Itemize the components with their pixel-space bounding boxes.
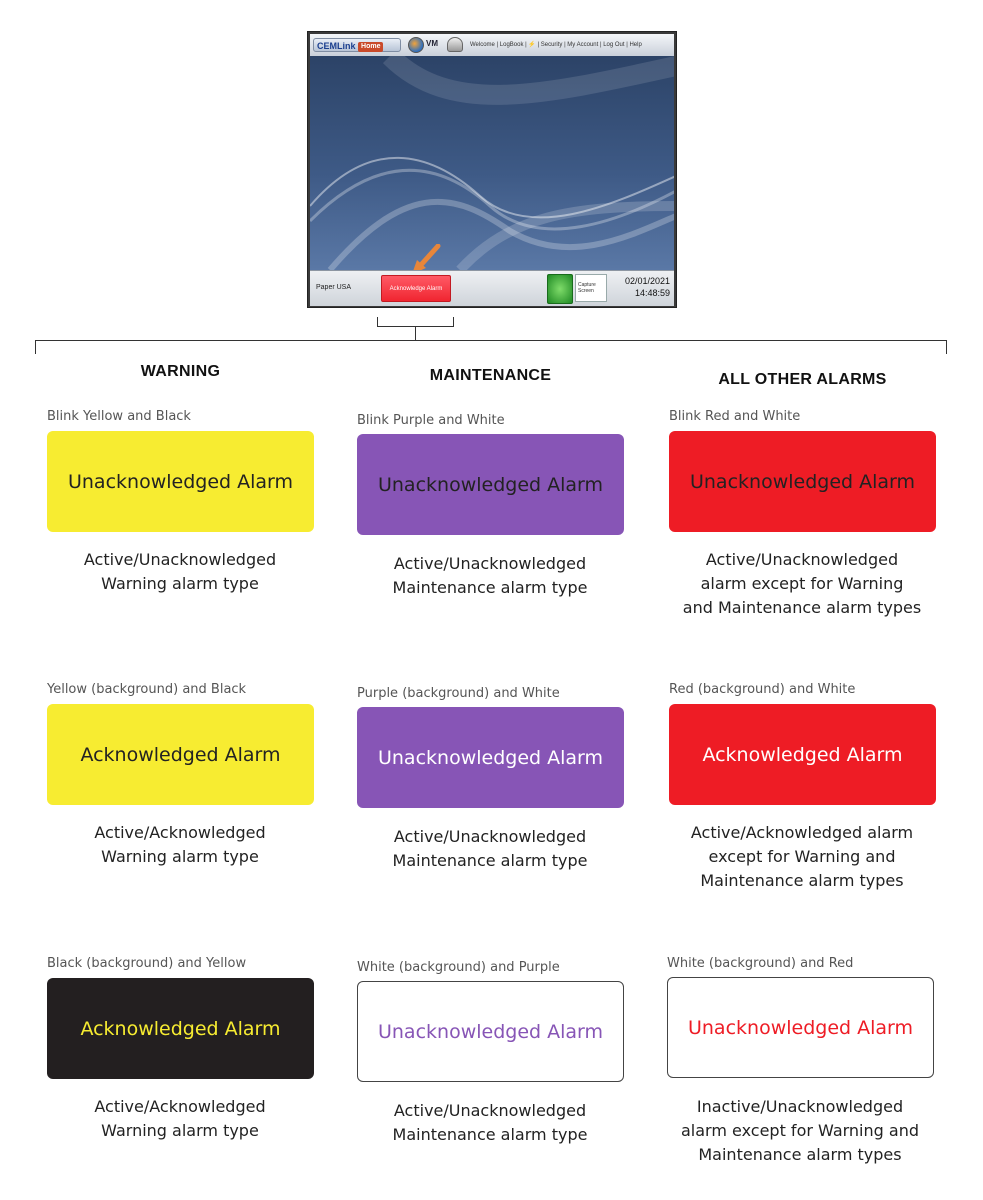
- alarm-swatch-maintenance-unack-blink: Unacknowledged Alarm: [357, 434, 624, 535]
- datetime-readout: [625, 275, 670, 299]
- desc-line: Active/Unacknowledged: [705, 550, 899, 569]
- desc-maintenance-2: [340, 825, 640, 873]
- bracket-right-drop: [946, 340, 947, 354]
- desc-line: Active/Acknowledged: [94, 823, 266, 842]
- heading-warning: WARNING: [140, 363, 221, 380]
- desc-line: Warning alarm type: [101, 574, 259, 593]
- cemlink-logo[interactable]: [313, 38, 401, 52]
- desc-maintenance-1: [340, 552, 640, 600]
- caption-other-1: Blink Red and White: [669, 409, 801, 424]
- bell-icon[interactable]: [447, 37, 463, 52]
- desc-line: alarm except for Warning: [700, 574, 904, 593]
- bracket-left-drop: [35, 340, 36, 354]
- bracket-horizontal: [35, 340, 947, 341]
- caption-other-2: Red (background) and White: [669, 682, 856, 697]
- desc-line: Inactive/Unacknowledged: [696, 1097, 904, 1116]
- globe-icon[interactable]: [408, 37, 424, 53]
- desc-line: Active/Unacknowledged: [393, 827, 587, 846]
- desc-warning-3: [30, 1095, 330, 1143]
- bottom-status-bar: [310, 270, 674, 306]
- logo-text: CEMLink: [317, 41, 356, 51]
- top-toolbar: [310, 34, 674, 57]
- logo-home-tag[interactable]: Home: [358, 42, 383, 52]
- desc-line: Maintenance alarm type: [392, 1125, 588, 1144]
- desc-warning-1: [30, 548, 330, 596]
- desc-line: alarm except for Warning and: [681, 1121, 919, 1140]
- desc-line: and Maintenance alarm types: [682, 598, 922, 617]
- desc-line: except for Warning and: [708, 847, 896, 866]
- caption-warning-3: Black (background) and Yellow: [47, 956, 247, 971]
- desc-line: Active/Unacknowledged: [83, 550, 277, 569]
- capture-label-2: Screen: [578, 288, 594, 294]
- desc-other-1: [652, 548, 952, 620]
- desc-line: Maintenance alarm types: [700, 871, 904, 890]
- caption-warning-2: Yellow (background) and Black: [47, 682, 247, 697]
- acknowledge-alarm-button[interactable]: Acknowledge Alarm: [381, 275, 451, 302]
- desktop-background: [310, 56, 674, 270]
- top-links[interactable]: Welcome | LogBook | ⚡ | Security | My Account | Log Out | Help: [470, 42, 642, 48]
- caption-warning-1: Blink Yellow and Black: [47, 409, 191, 424]
- vm-label[interactable]: VM: [426, 39, 438, 48]
- alarm-swatch-warning-ack-black: Acknowledged Alarm: [47, 978, 314, 1079]
- alarm-swatch-other-unack-white: Unacknowledged Alarm: [667, 977, 934, 1078]
- alarm-swatch-maintenance-unack-purple: Unacknowledged Alarm: [357, 707, 624, 808]
- bracket-stem: [415, 326, 416, 341]
- desc-line: Active/Acknowledged: [94, 1097, 266, 1116]
- desc-line: Active/Unacknowledged: [393, 554, 587, 573]
- heading-all-other-alarms: ALL OTHER ALARMS: [718, 371, 887, 388]
- alarm-swatch-other-ack: Acknowledged Alarm: [669, 704, 936, 805]
- desc-other-3: [650, 1095, 950, 1167]
- desc-other-2: [652, 821, 952, 893]
- caption-maintenance-3: White (background) and Purple: [357, 960, 560, 975]
- date-text: 02/01/2021: [624, 276, 670, 286]
- arrow-icon: [408, 244, 448, 270]
- desc-line: Maintenance alarm type: [392, 578, 588, 597]
- screenshot-window: [307, 31, 677, 308]
- desc-line: Maintenance alarm types: [698, 1145, 902, 1164]
- capture-screen-button[interactable]: [575, 274, 607, 302]
- capture-label-1: Capture: [578, 282, 596, 288]
- time-text: 14:48:59: [634, 288, 670, 298]
- caption-other-3: White (background) and Red: [667, 956, 854, 971]
- desc-line: Maintenance alarm type: [392, 851, 588, 870]
- alarm-swatch-warning-unack: Unacknowledged Alarm: [47, 431, 314, 532]
- wave-background: [310, 56, 674, 270]
- caption-maintenance-1: Blink Purple and White: [357, 413, 505, 428]
- desc-line: Active/Acknowledged alarm: [690, 823, 914, 842]
- alarm-swatch-other-unack-blink: Unacknowledged Alarm: [669, 431, 936, 532]
- desc-warning-2: [30, 821, 330, 869]
- status-indicator[interactable]: [547, 274, 573, 304]
- desc-line: Warning alarm type: [101, 847, 259, 866]
- desc-maintenance-3: [340, 1099, 640, 1147]
- heading-maintenance: MAINTENANCE: [429, 367, 552, 384]
- caption-maintenance-2: Purple (background) and White: [357, 686, 560, 701]
- desc-line: Warning alarm type: [101, 1121, 259, 1140]
- alarm-swatch-warning-ack: Acknowledged Alarm: [47, 704, 314, 805]
- alarm-swatch-maintenance-unack-white: Unacknowledged Alarm: [357, 981, 624, 1082]
- desc-line: Active/Unacknowledged: [393, 1101, 587, 1120]
- site-name: Paper USA: [316, 284, 352, 291]
